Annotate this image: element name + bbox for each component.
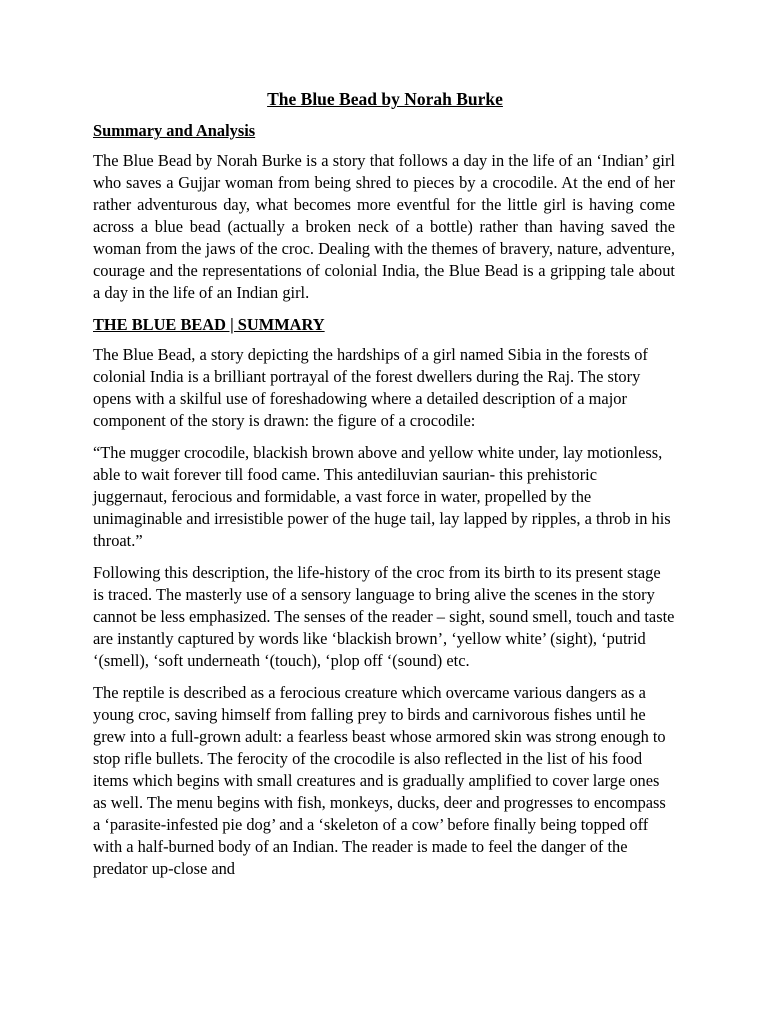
paragraph-reptile-description: The reptile is described as a ferocious creature which overcame various dangers as a young croc, saving himself from falling prey to birds and carnivorous fishes until he grew into a full-grown adult: a fearless beast whose armored skin was strong enough to stop rifle bullets. The ferocity of the crocodile is also reflected in the list of his food items which begins with small creatures and is gradually amplified to cover large ones as well. The menu begins with fish, monkeys, ducks, deer and progresses to encompass a ‘parasite-infested pie dog’ and a ‘skeleton of a cow’ before finally being topped off with a half-burned body of an Indian. The reader is made to feel the danger of the predator up-close and — [93, 683, 666, 878]
document-title: The Blue Bead by Norah Burke — [267, 89, 503, 109]
section-heading-summary-analysis: Summary and Analysis — [93, 121, 256, 140]
paragraph-story-opening: The Blue Bead, a story depicting the hardships of a girl named Sibia in the forests of colonial India is a brilliant portrayal of the forest dwellers during the Raj. The story opens with a skilful use of foreshadowing where a detailed description of a major component of the story is drawn: the figure of a crocodile: — [93, 345, 648, 430]
paragraph-sensory-language: Following this description, the life-history of the croc from its birth to its present stage is traced. The masterly use of a sensory language to bring alive the scenes in the story cannot be less emphasized. The senses of the reader – sight, sound smell, touch and taste are instantly captured by words like ‘blackish brown’, ‘yellow white’ (sight), ‘putrid ‘(smell), ‘soft underneath ‘(touch), ‘plop off ‘(sound) etc. — [93, 563, 675, 670]
paragraph-intro: The Blue Bead by Norah Burke is a story that follows a day in the life of an ‘Indian’ girl who saves a Gujjar woman from being shred to pieces by a crocodile. At the end of her rather adventurous day, what becomes more eventful for the little girl is having come across a blue bead (actually a broken neck of a bottle) rather than having saved the woman from the jaws of the croc. Dealing with the themes of bravery, nature, adventure, courage and the representations of colonial India, the Blue Bead is a gripping tale about a day in the life of an Indian girl. — [93, 151, 675, 302]
paragraph-crocodile-quote: “The mugger crocodile, blackish brown above and yellow white under, lay motionless, able to wait forever till food came. This antediluvian saurian- this prehistoric juggernaut, ferocious and formidable, a vast force in water, propelled by the unimaginable and irresistible power of the huge tail, lay lapped by ripples, a throb in his throat.” — [93, 443, 671, 550]
document-page — [93, 88, 675, 890]
section-heading-blue-bead-summary: THE BLUE BEAD | SUMMARY — [93, 315, 325, 334]
